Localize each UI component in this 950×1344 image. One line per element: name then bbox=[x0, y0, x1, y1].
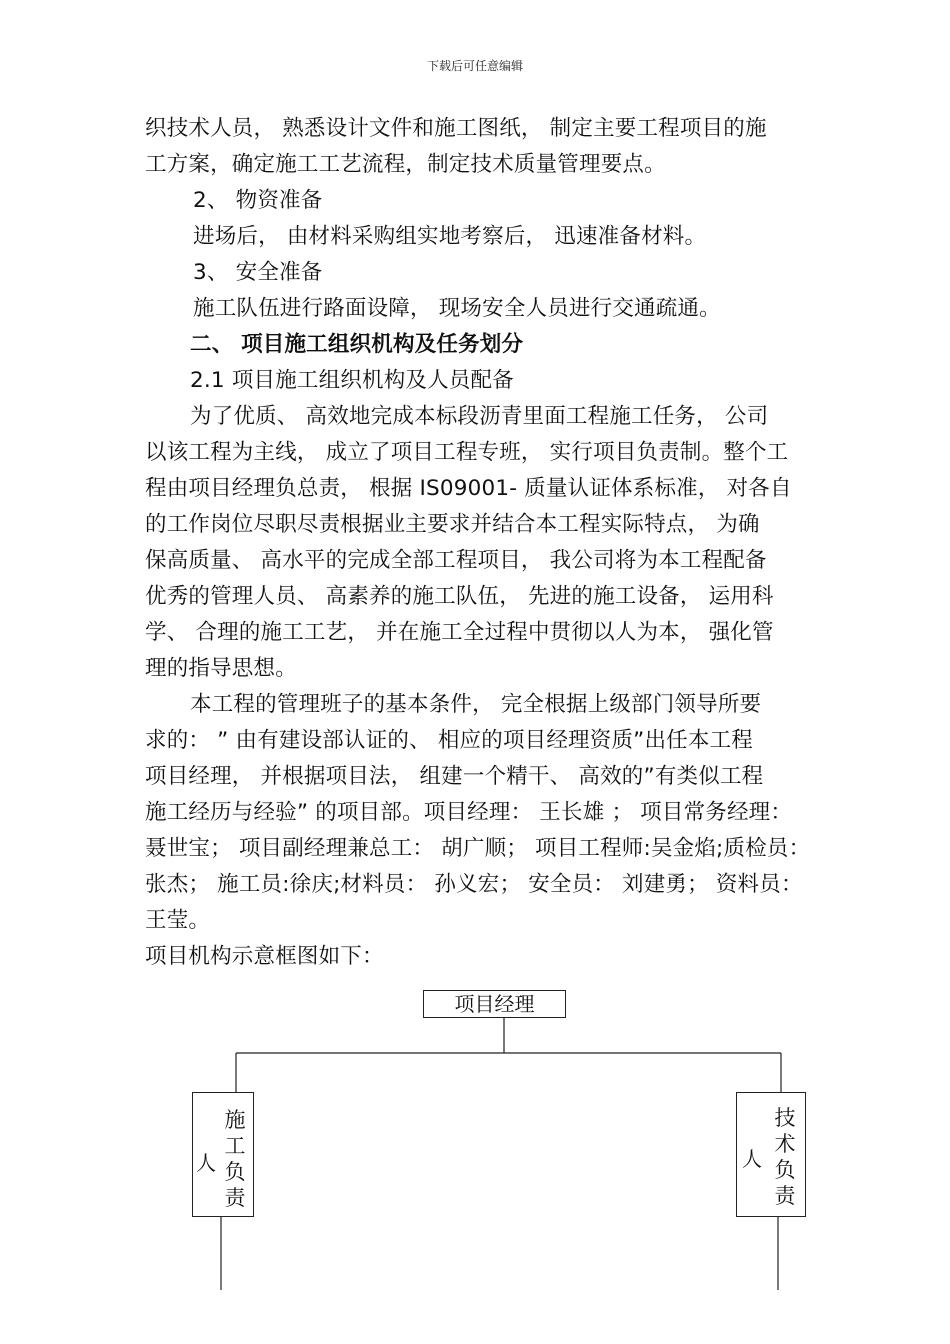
text-line-21: 聂世宝； 项目副经理兼总工： 胡广顺； 项目工程师:吴金焰;质检员： bbox=[145, 836, 811, 861]
text-line-2: 工方案，确定施工工艺流程，制定技术质量管理要点。 bbox=[145, 152, 666, 177]
text-line-12: 的工作岗位尽职尽责根据业主要求并结合本工程实际特点， 为确 bbox=[145, 512, 760, 537]
text-line-20: 施工经历与经验” 的项目部。项目经理： 王长雄 ； 项目常务经理： bbox=[145, 800, 793, 825]
text-line-5: 3、 安全准备 bbox=[193, 260, 323, 285]
text-line-19: 项目经理， 并根据项目法， 组建一个精干、 高效的”有类似工程 bbox=[145, 764, 764, 789]
text-line-10: 以该工程为主线， 成立了项目工程专班， 实行项目负责制。整个工 bbox=[145, 440, 789, 465]
org-box-project-manager-label: 项目经理 bbox=[454, 992, 535, 1016]
org-box-project-manager bbox=[423, 990, 566, 1018]
text-line-1: 织技术人员， 熟悉设计文件和施工图纸， 制定主要工程项目的施 bbox=[145, 116, 767, 141]
text-line-15: 学、 合理的施工工艺， 并在施工全过程中贯彻以人为本， 强化管 bbox=[145, 620, 774, 645]
text-line-9: 为了优质、 高效地完成本标段沥青里面工程施工任务， 公司 bbox=[190, 404, 769, 429]
text-line-14: 优秀的管理人员、 高素养的施工队伍， 先进的施工设备， 运用科 bbox=[145, 584, 774, 609]
org-box-construction-lead-side: 人 bbox=[196, 1151, 216, 1175]
text-line-6: 施工队伍进行路面设障， 现场安全人员进行交通疏通。 bbox=[193, 296, 721, 321]
section-heading: 二、 项目施工组织机构及任务划分 bbox=[190, 332, 524, 357]
text-line-4: 进场后， 由材料采购组实地考察后， 迅速准备材料。 bbox=[193, 224, 707, 249]
org-box-technical-lead-label: 技术负责 bbox=[774, 1106, 796, 1208]
org-box-technical-lead bbox=[736, 1092, 806, 1217]
org-box-construction-lead-label: 施工负责 bbox=[224, 1108, 246, 1210]
org-box-technical-lead-side: 人 bbox=[742, 1147, 762, 1171]
text-line-11: 程由项目经理负总责， 根据 IS09001- 质量认证体系标准， 对各自 bbox=[145, 476, 792, 501]
subsection-heading: 2.1 项目施工组织机构及人员配备 bbox=[190, 368, 514, 393]
text-line-13: 保高质量、 高水平的完成全部工程项目， 我公司将为本工程配备 bbox=[145, 548, 767, 573]
text-line-16: 理的指导思想。 bbox=[145, 656, 297, 681]
text-line-22: 张杰； 施工员:徐庆;材料员： 孙义宏； 安全员： 刘建勇； 资料员： bbox=[145, 872, 803, 897]
text-line-17: 本工程的管理班子的基本条件， 完全根据上级部门领导所要 bbox=[190, 692, 762, 717]
page-header: 下载后可任意编辑 bbox=[426, 59, 523, 73]
text-line-23: 王莹。 bbox=[145, 908, 211, 933]
text-line-24: 项目机构示意框图如下： bbox=[145, 944, 384, 969]
text-line-18: 求的： ” 由有建设部认证的、 相应的项目经理资质”出任本工程 bbox=[145, 728, 753, 753]
text-line-3: 2、 物资准备 bbox=[193, 188, 323, 213]
org-box-construction-lead bbox=[192, 1092, 254, 1217]
